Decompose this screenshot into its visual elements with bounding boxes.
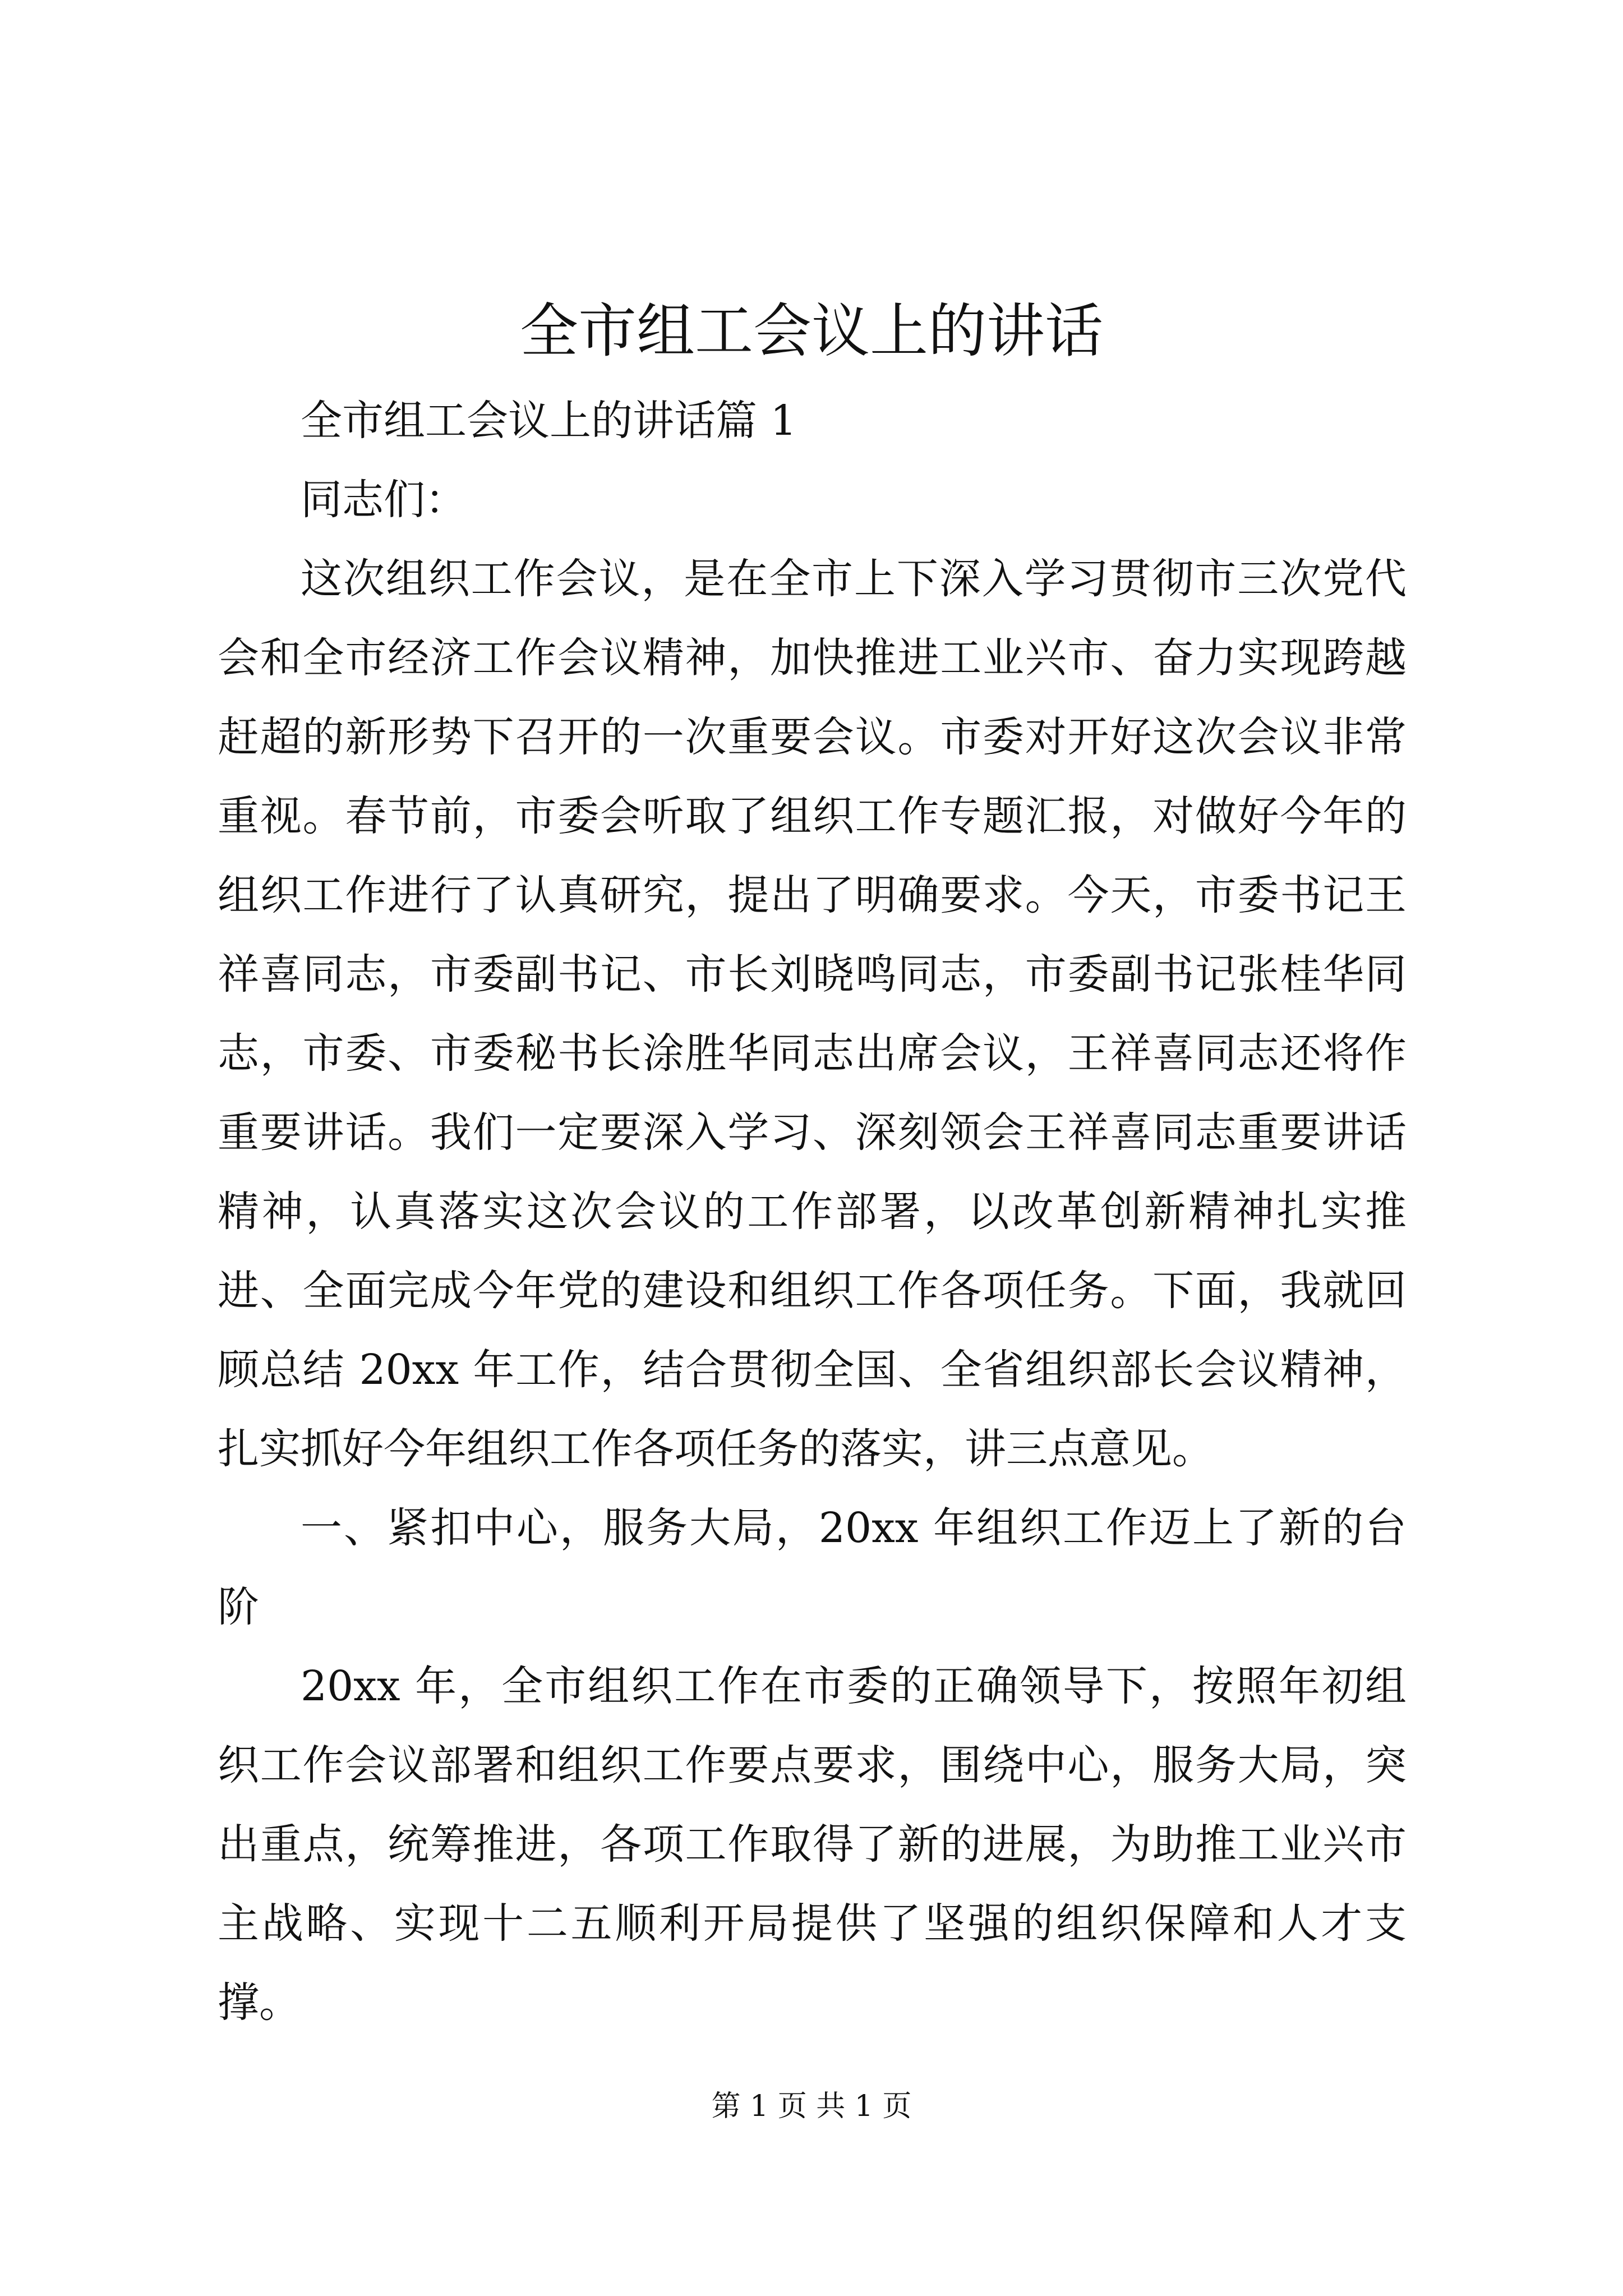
page-number-footer: 第 1 页 共 1 页 — [711, 2090, 912, 2123]
document-title: 全市组工会议上的讲话 — [519, 297, 1103, 365]
document-body — [218, 381, 1407, 2042]
paragraph-summary: 20xx 年，全市组织工作在市委的正确领导下，按照年初组织工作会议部署和组织工作要点要求，围绕中心，服务大局，突出重点，统筹推进，各项工作取得了新的进展，为助推工业兴市主战略、实现十二五顺利开局提供了坚强的组织保障和人才支撑。 — [218, 1662, 1407, 2027]
paragraph-intro: 这次组织工作会议，是在全市上下深入学习贯彻市三次党代会和全市经济工作会议精神，加快推进工业兴市、奋力实现跨越赶超的新形势下召开的一次重要会议。市委对开好这次会议非常重视。春节前，市委会听取了组织工作专题汇报，对做好今年的组织工作进行了认真研究，提出了明确要求。今天，市委书记王祥喜同志，市委副书记、市长刘晓鸣同志，市委副书记张桂华同志，市委、市委秘书长涂胜华同志出席会议，王祥喜同志还将作重要讲话。我们一定要深入学习、深刻领会王祥喜同志重要讲话精神，认真落实这次会议的工作部署，以改革创新精神扎实推进、全面完成今年党的建设和组织工作各项任务。下面，我就回顾总结 20xx 年工作，结合贯彻全国、全省组织部长会议精神，扎实抓好今年组织工作各项任务的落实，讲三点意见。 — [218, 555, 1407, 1473]
document-subtitle: 全市组工会议上的讲话篇 1 — [301, 397, 797, 445]
section-heading-1: 一、紧扣中心，服务大局，20xx 年组织工作迈上了新的台阶 — [218, 1504, 1407, 1631]
salutation: 同志们： — [301, 476, 467, 524]
